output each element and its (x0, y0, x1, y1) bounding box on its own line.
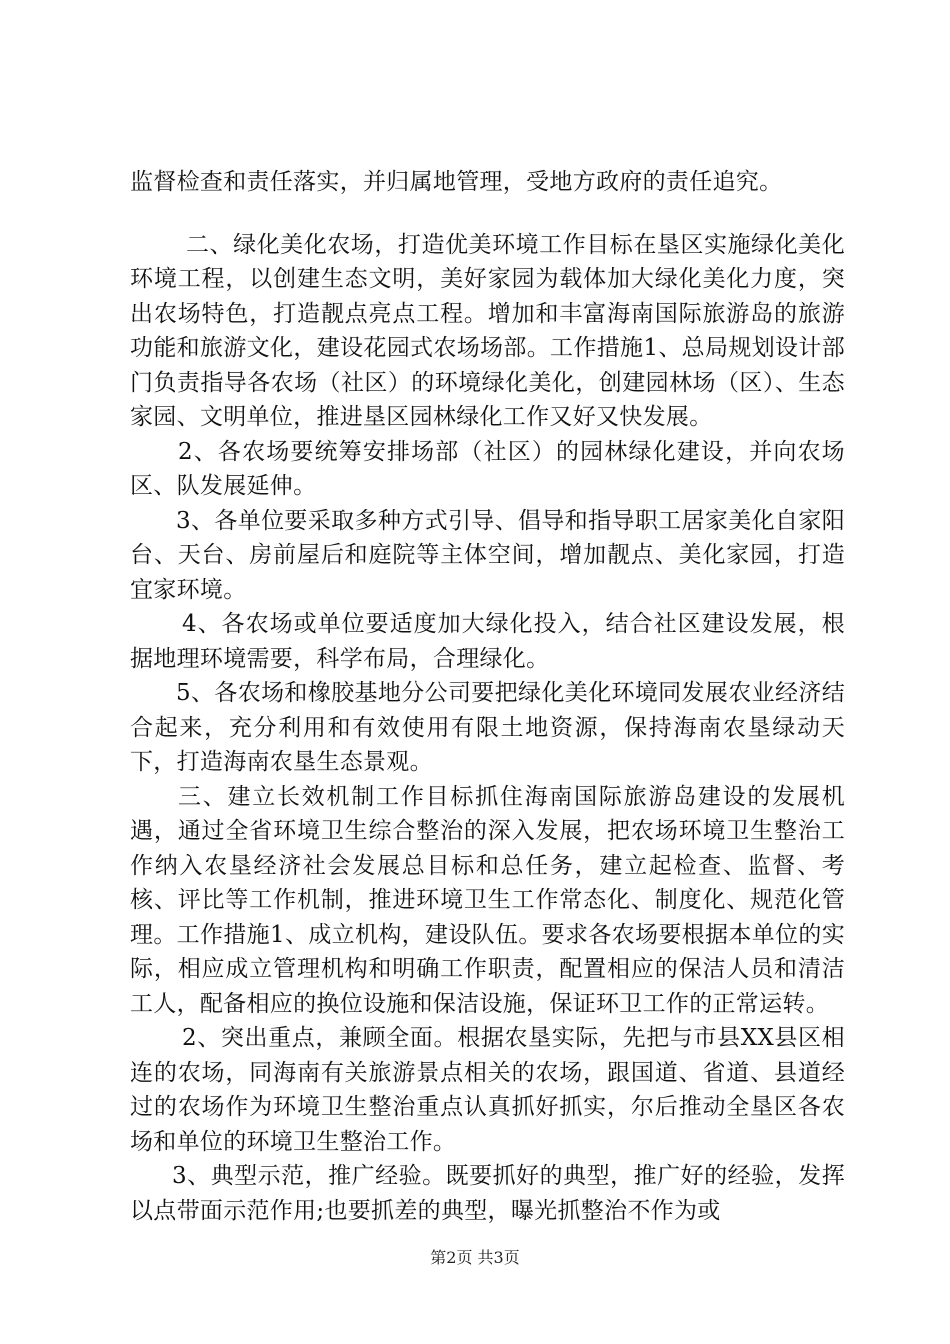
paragraph-measure-4: 4、各农场或单位要适度加大绿化投入，结合社区建设发展，根据地理环境需要，科学布局，合理绿化。 (130, 611, 845, 672)
paragraph-section-two: 二、绿化美化农场，打造优美环境工作目标在垦区实施绿化美化环境工程，以创建生态文明，美好家园为载体加大绿化美化力度，突出农场特色，打造靓点亮点工程。增加和丰富海南国际旅游岛的旅游功能和旅游文化，建设花园式农场场部。工作措施1、总局规划设计部门负责指导各农场（社区）的环境绿化美化，创建园林场（区）、生态家园、文明单位，推进垦区园林绿化工作又好又快发展。 (130, 231, 845, 430)
paragraph-focus-2: 2、突出重点，兼顾全面。根据农垦实际，先把与市县XX县区相连的农场，同海南有关旅游景点相关的农场，跟国道、省道、县道经过的农场作为环境卫生整治重点认真抓好抓实，尔后推动全垦区各农场和单位的环境卫生整治工作。 (130, 1025, 845, 1155)
document-page (130, 165, 845, 1228)
paragraph-measure-2: 2、各农场要统筹安排场部（社区）的园林绿化建设，并向农场区、队发展延伸。 (130, 438, 845, 499)
paragraph-measure-3: 3、各单位要采取多种方式引导、倡导和指导职工居家美化自家阳台、天台、房前屋后和庭院等主体空间，增加靓点、美化家园，打造宜家环境。 (130, 507, 845, 603)
paragraph-focus-3: 3、典型示范，推广经验。既要抓好的典型，推广好的经验，发挥以点带面示范作用;也要抓差的典型，曝光抓整治不作为或 (130, 1163, 845, 1224)
paragraph-section-three: 三、建立长效机制工作目标抓住海南国际旅游岛建设的发展机遇，通过全省环境卫生综合整治的深入发展，把农场环境卫生整治工作纳入农垦经济社会发展总目标和总任务，建立起检查、监督、考核、评比等工作机制，推进环境卫生工作常态化、制度化、规范化管理。工作措施1、成立机构，建设队伍。要求各农场要根据本单位的实际，相应成立管理机构和明确工作职责，配置相应的保洁人员和清洁工人，配备相应的换位设施和保洁设施，保证环卫工作的正常运转。 (130, 783, 845, 1017)
paragraph-measure-5: 5、各农场和橡胶基地分公司要把绿化美化环境同发展农业经济结合起来，充分利用和有效使用有限土地资源，保持海南农垦绿动天下，打造海南农垦生态景观。 (130, 680, 845, 775)
page-footer: 第2页 共3页 (430, 1248, 520, 1267)
paragraph-continuation: 监督检查和责任落实，并归属地管理，受地方政府的责任追究。 (130, 169, 783, 195)
